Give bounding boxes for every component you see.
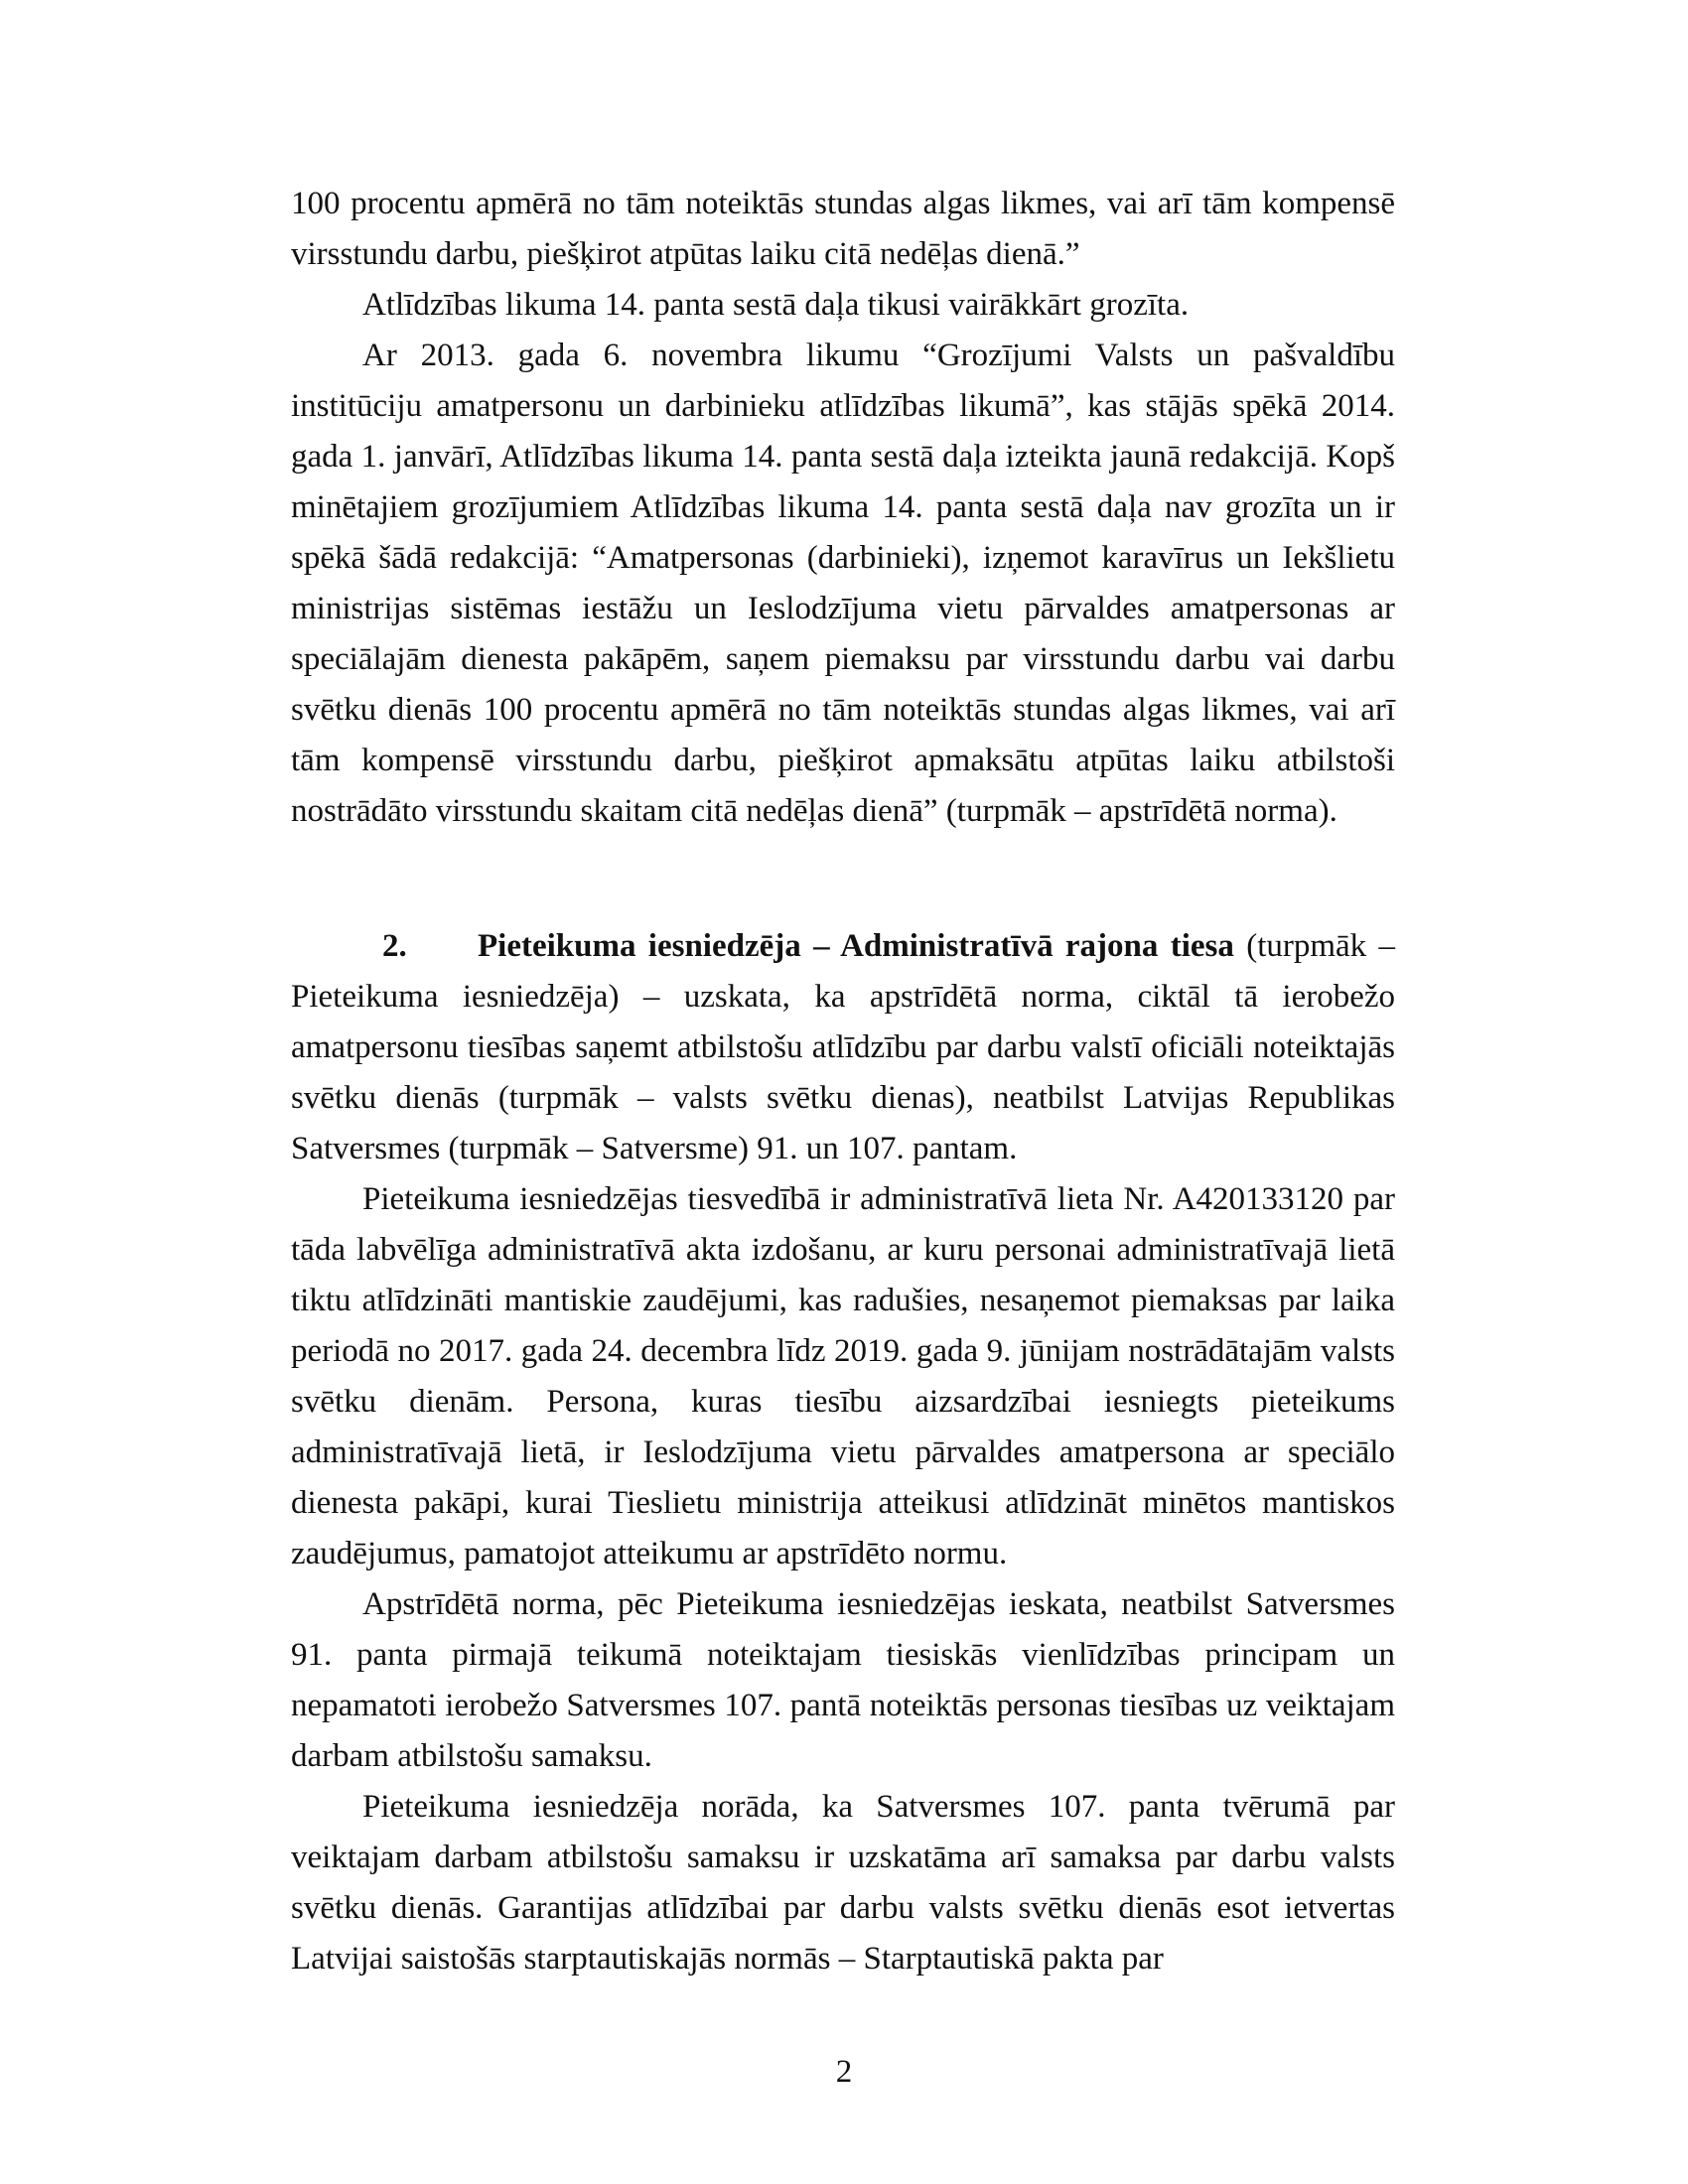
paragraph-article-107: Pieteikuma iesniedzēja norāda, ka Satversmes 107. panta tvērumā par veiktajam darbam atbilstošu samaksu ir uzskatāma arī samaksa par darbu valsts svētku dienās. Garantijas atlīdzībai par darbu valsts svētku dienās esot ietvertas Latvijai saistošās starptautiskajās normās – Starptautiskā pakta par [291, 1789, 1395, 1977]
paragraph-case-description: Pieteikuma iesniedzējas tiesvedībā ir administratīvā lieta Nr. A420133120 par tāda labvēlīga administratīvā akta izdošanu, ar kuru personai administratīvajā lietā tiktu atlīdzināti mantiskie zaudējumi, kas radušies, nesaņemot piemaksas par laika periodā no 2017. gada 24. decembra līdz 2019. gada 9. jūnijam nostrādātajām valsts svētku dienām. Persona, kuras tiesību aizsardzībai iesniegts pieteikums administratīvajā lietā, ir Ieslodzījuma vietu pārvaldes amatpersona ar speciālo dienesta pakāpi, kurai Tieslietu ministrija atteikusi atlīdzināt minētos mantiskos zaudējumus, pamatojot atteikumu ar apstrīdēto normu. [291, 1181, 1395, 1571]
paragraph-applicant-view: Apstrīdētā norma, pēc Pieteikuma iesniedzējas ieskata, neatbilst Satversmes 91. panta pirmajā teikumā noteiktajam tiesiskās vienlīdzības principam un nepamatoti ierobežo Satversmes 107. pantā noteiktās personas tiesības uz veiktajam darbam atbilstošu samaksu. [291, 1586, 1395, 1774]
paragraph-contested-norm: Ar 2013. gada 6. novembra likumu “Grozījumi Valsts un pašvaldību institūciju amatpersonu un darbinieku atlīdzības likumā”, kas stājās spēkā 2014. gada 1. janvārī, Atlīdzības likuma 14. panta sestā daļa izteikta jaunā redakcijā. Kopš minētajiem grozījumiem Atlīdzības likuma 14. panta sestā daļa nav grozīta un ir spēkā šādā redakcijā: “Amatpersonas (darbinieki), izņemot karavīrus un Iekšlietu ministrijas sistēmas iestāžu un Ieslodzījuma vietu pārvaldes amatpersonas ar speciālajām dienesta pakāpēm, saņem piemaksu par virsstundu darbu vai darbu svētku dienās 100 procentu apmērā no tām noteiktās stundas algas likmes, vai arī tām kompensē virsstundu darbu, piešķirot apmaksātu atpūtas laiku atbilstoši nostrādāto virsstundu skaitam citā nedēļas dienā” (turpmāk – apstrīdētā norma). [291, 338, 1395, 829]
paragraph-amendments-note: Atlīdzības likuma 14. panta sestā daļa tikusi vairākkārt grozīta. [362, 287, 1190, 323]
section-heading: Pieteikuma iesniedzēja – Administratīvā rajona tiesa [478, 928, 1234, 964]
section-number: 2. [382, 928, 407, 964]
section-text: (turpmāk – Pieteikuma iesniedzēja) – uzskata, ka apstrīdētā norma, ciktāl tā ierobežo amatpersonu tiesības saņemt atbilstošu atlīdzību par darbu valstī oficiāli noteiktajās svētku dienās (turpmāk – valsts svētku dienas), neatbilst Latvijas Republikas Satversmes (turpmāk – Satversme) 91. un 107. pantam. [291, 928, 1395, 1166]
section-2-paragraph [291, 921, 1395, 1174]
text-block-top [291, 179, 1395, 837]
page-number: 2 [835, 2054, 853, 2090]
paragraph-continuation: 100 procentu apmērā no tām noteiktās stundas algas likmes, vai arī tām kompensē virsstundu darbu, piešķirot atpūtas laiku citā nedēļas dienā.” [291, 186, 1395, 272]
text-block-bottom [291, 921, 1395, 1984]
